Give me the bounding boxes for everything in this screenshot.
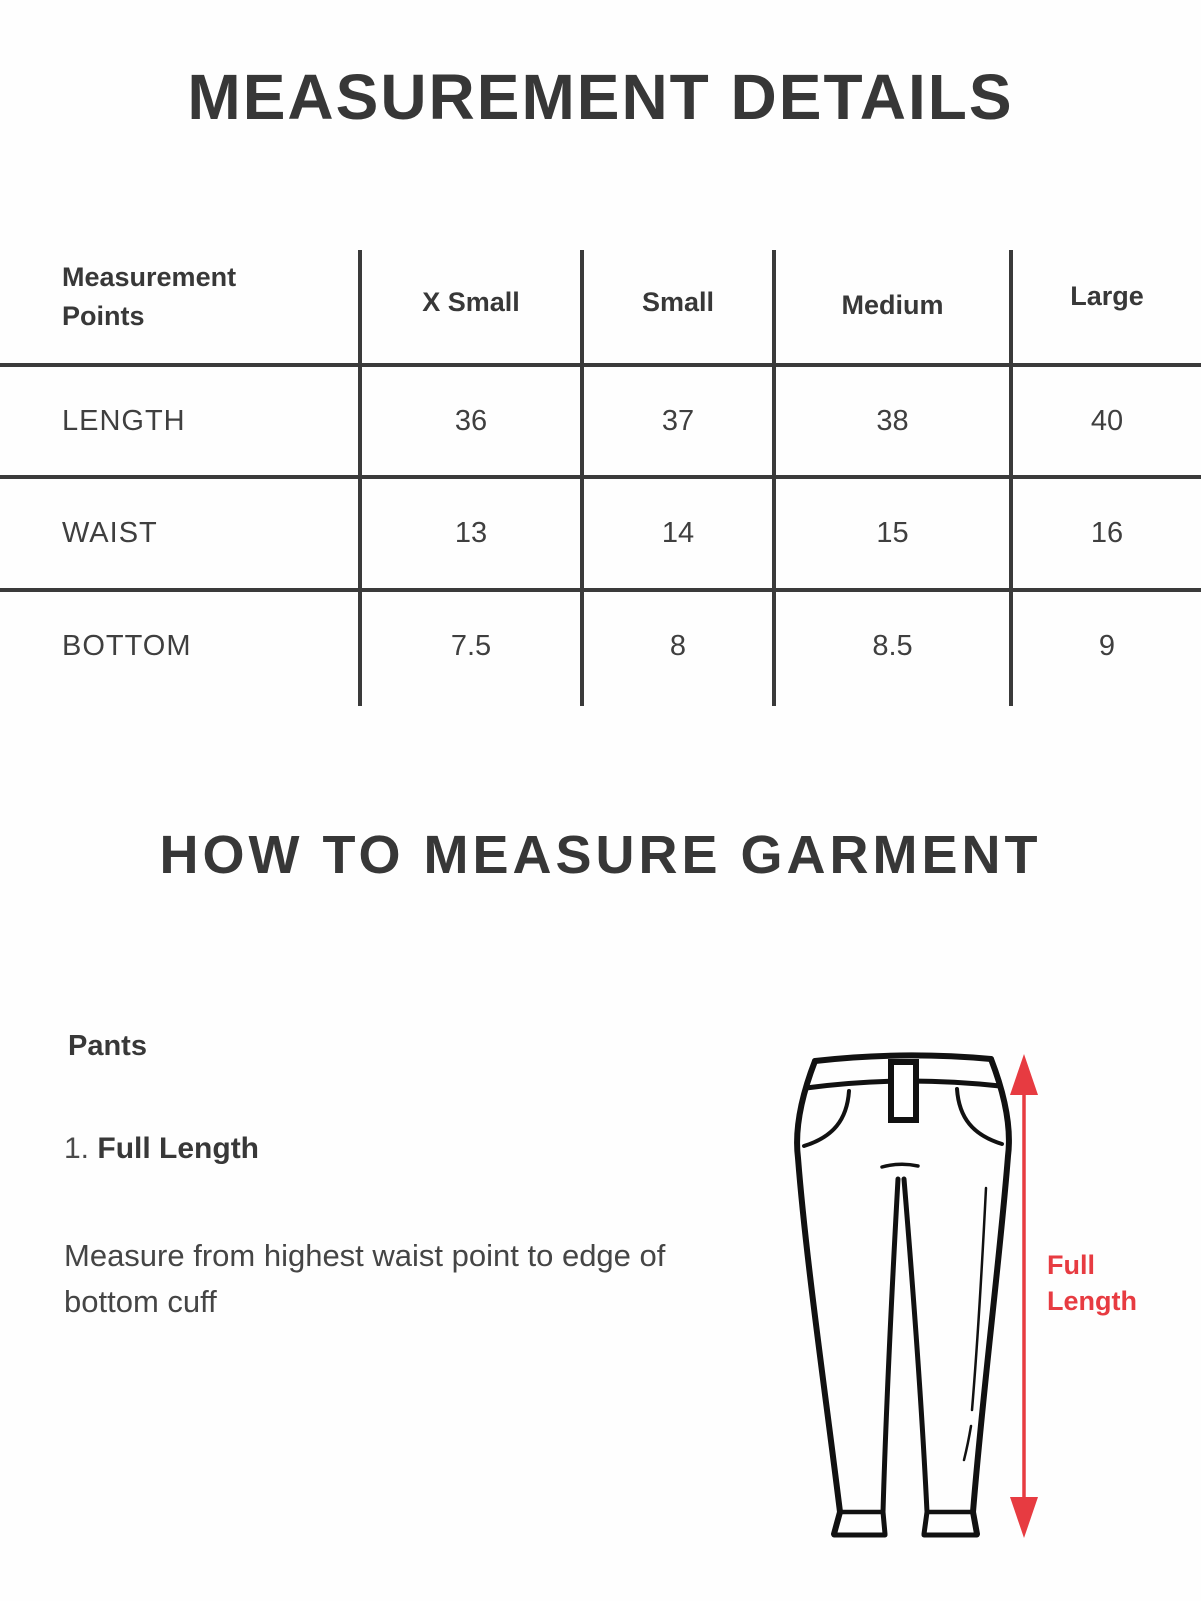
table-horizontal-rule — [0, 363, 1201, 367]
full-length-arrow-label: Full Length — [1047, 1250, 1137, 1316]
column-header-measurement-points: Measurement Points — [62, 262, 237, 331]
garment-label: Pants — [68, 1030, 147, 1062]
page-title: MEASUREMENT DETAILS — [187, 61, 1014, 133]
column-header-small: Small — [641, 287, 715, 317]
step-heading — [64, 1132, 259, 1166]
full-length-arrow-icon — [999, 1040, 1049, 1550]
column-header-x-small: X Small — [422, 287, 520, 317]
table-horizontal-rule — [0, 475, 1201, 479]
cell-bottom-x-small: 7.5 — [450, 630, 492, 662]
cell-bottom-small: 8 — [669, 630, 687, 662]
cell-length-small: 37 — [661, 405, 695, 437]
cell-waist-large: 16 — [1090, 517, 1124, 549]
cell-waist-x-small: 13 — [454, 517, 488, 549]
measurement-diagram — [780, 1040, 1140, 1560]
section-title: HOW TO MEASURE GARMENT — [159, 825, 1042, 885]
step-number: 1. — [64, 1132, 90, 1165]
table-horizontal-rule — [0, 588, 1201, 592]
row-label: BOTTOM — [62, 630, 192, 662]
cell-length-medium: 38 — [876, 405, 909, 437]
step-instruction: Measure from highest waist point to edge of bottom cuff — [64, 1238, 666, 1319]
cell-waist-medium: 15 — [876, 517, 909, 549]
column-header-large: Large — [1070, 281, 1144, 311]
row-label: LENGTH — [62, 405, 186, 437]
step-name: Full Length — [97, 1132, 260, 1165]
cell-length-large: 40 — [1090, 405, 1124, 437]
cell-length-x-small: 36 — [454, 405, 488, 437]
column-header-medium: Medium — [841, 290, 944, 320]
cell-waist-small: 14 — [661, 517, 695, 549]
pants-outline-icon — [785, 1048, 1020, 1548]
cell-bottom-large: 9 — [1098, 630, 1116, 662]
cell-bottom-medium: 8.5 — [872, 630, 913, 662]
row-label: WAIST — [62, 517, 158, 549]
